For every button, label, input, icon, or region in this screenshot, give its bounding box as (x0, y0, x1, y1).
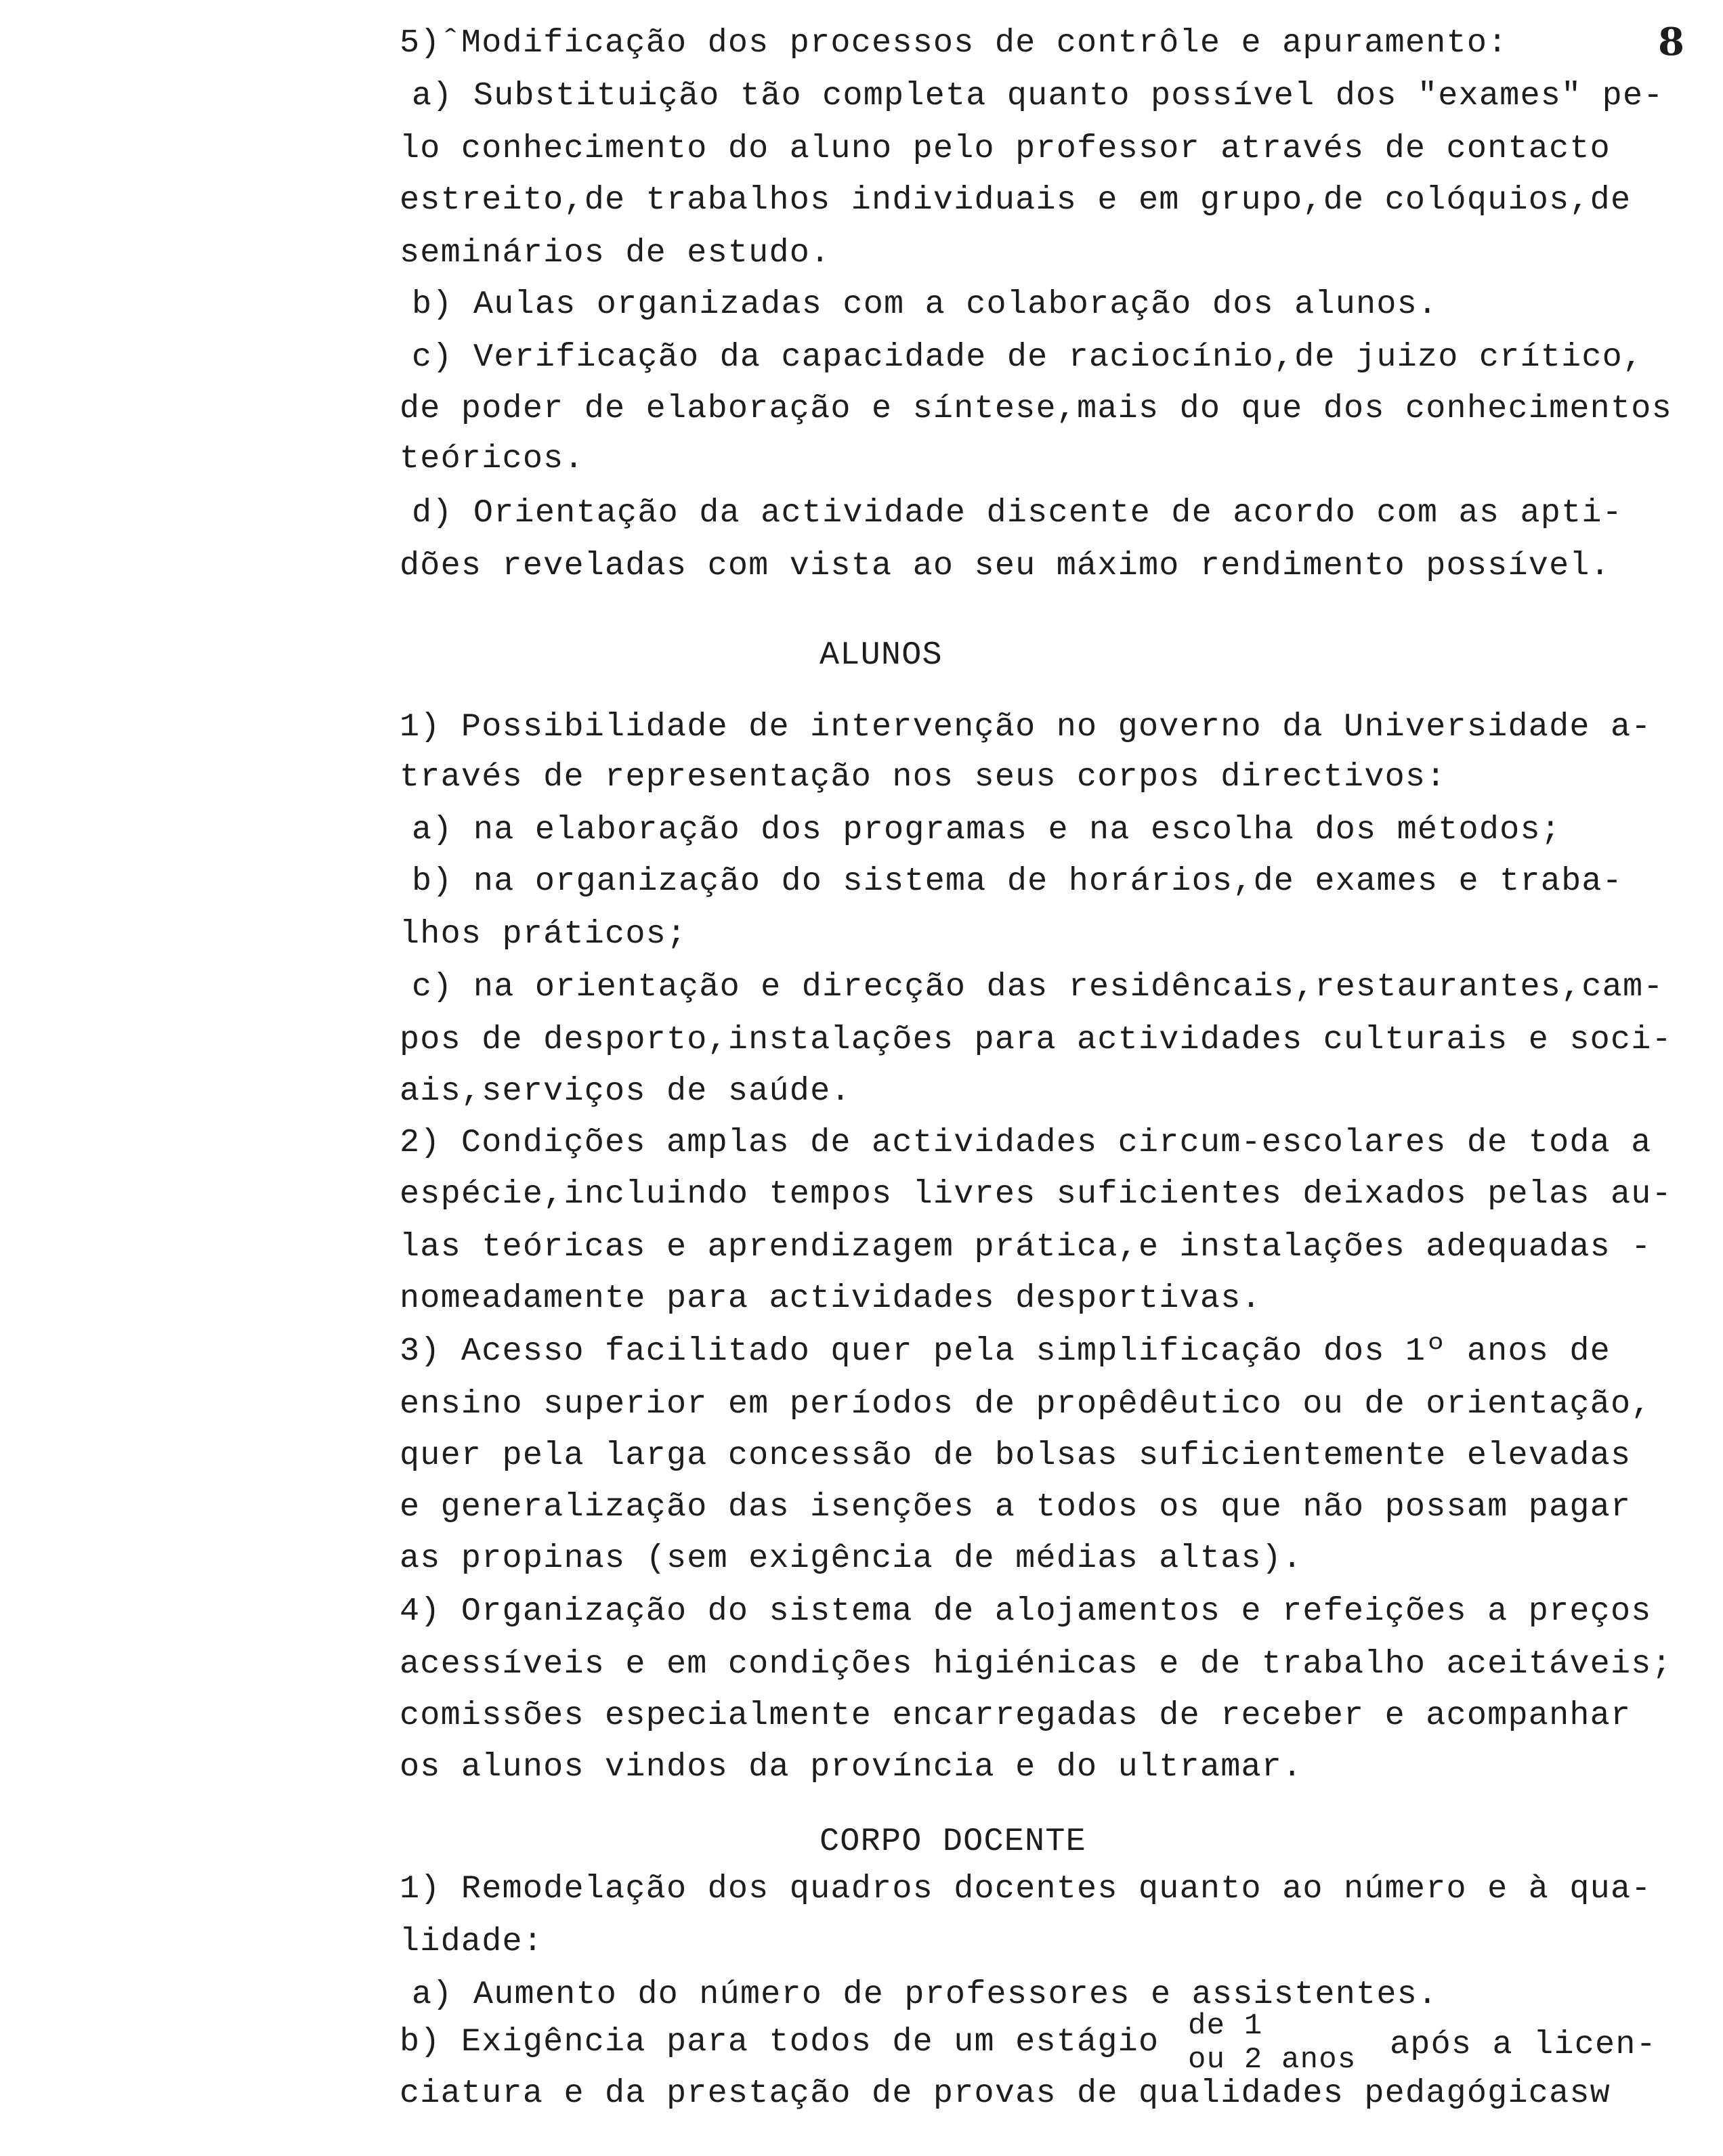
text-line: as propinas (sem exigência de médias altas). (400, 1540, 1303, 1577)
text-line: 1) Remodelação dos quadros docentes quanto ao número e à qua- (400, 1870, 1652, 1907)
text-line: nomeadamente para actividades desportivas. (400, 1280, 1262, 1317)
text-line: c) Verificação da capacidade de raciocínio,de juizo crítico, (412, 339, 1644, 376)
text-line: b) Exigência para todos de um estágio (400, 2023, 1160, 2061)
text-line: pos de desporto,instalações para actividades culturais e soci- (400, 1021, 1672, 1058)
text-line: b) Aulas organizadas com a colaboração dos alunos. (412, 286, 1439, 323)
text-line: c) na orientação e direcção das residêncais,restaurantes,cam- (412, 968, 1664, 1006)
page-number: 8 (1658, 20, 1686, 64)
text-line: d) Orientação da actividade discente de acordo com as apti- (412, 494, 1623, 532)
text-line: b) na organização do sistema de horários,de exames e traba- (412, 863, 1623, 900)
text-line: de poder de elaboração e síntese,mais do que dos conhecimentos (400, 390, 1672, 427)
interlinear-insertion-bottom: ou 2 anos (1188, 2043, 1357, 2077)
text-line: 5)ˆModificação dos processos de contrôle e apuramento: (400, 24, 1508, 62)
text-line: ensino superior em períodos de propêdêutico ou de orientação, (400, 1385, 1652, 1423)
text-line: estreito,de trabalhos individuais e em grupo,de colóquios,de (400, 181, 1632, 219)
text-line: espécie,incluindo tempos livres suficientes deixados pelas au- (400, 1176, 1672, 1213)
text-line-continuation: após a licen- (1390, 2026, 1657, 2063)
text-line: a) na elaboração dos programas e na escolha dos métodos; (412, 811, 1562, 848)
text-line: teóricos. (400, 440, 584, 477)
text-line: las teóricas e aprendizagem prática,e instalações adequadas - (400, 1228, 1652, 1266)
text-line: 2) Condições amplas de actividades circum-escolares de toda a (400, 1124, 1652, 1161)
text-line: seminários de estudo. (400, 234, 831, 272)
text-line: 3) Acesso facilitado quer pela simplificação dos 1º anos de (400, 1333, 1611, 1370)
text-line: través de representação nos seus corpos directivos: (400, 758, 1447, 796)
text-line: lidade: (400, 1923, 544, 1960)
text-line: ciatura e da prestação de provas de qualidades pedagógicasw (400, 2075, 1611, 2112)
text-line: comissões especialmente encarregadas de receber e acompanhar (400, 1697, 1632, 1734)
text-line: os alunos vindos da província e do ultramar. (400, 1748, 1303, 1786)
text-line: lhos práticos; (400, 915, 687, 953)
text-line: dões reveladas com vista ao seu máximo rendimento possível. (400, 547, 1611, 584)
interlinear-insertion-top: de 1 (1188, 2009, 1263, 2043)
text-line: lo conhecimento do aluno pelo professor através de contacto (400, 130, 1611, 167)
text-line: quer pela larga concessão de bolsas suficientemente elevadas (400, 1437, 1632, 1474)
text-line: a) Aumento do número de professores e assistentes. (412, 1976, 1439, 2013)
text-line: a) Substituição tão completa quanto possível dos "exames" pe- (412, 77, 1664, 114)
text-line: 4) Organização do sistema de alojamentos e refeições a preços (400, 1593, 1652, 1630)
section-heading-alunos: ALUNOS (820, 637, 943, 674)
section-heading-corpo-docente: CORPO DOCENTE (820, 1823, 1086, 1860)
text-line: acessíveis e em condições higiénicas e de trabalho aceitáveis; (400, 1645, 1672, 1683)
text-line: e generalização das isenções a todos os que não possam pagar (400, 1488, 1632, 1526)
text-line: ais,serviços de saúde. (400, 1073, 851, 1110)
text-line: 1) Possibilidade de intervenção no governo da Universidade a- (400, 708, 1652, 746)
